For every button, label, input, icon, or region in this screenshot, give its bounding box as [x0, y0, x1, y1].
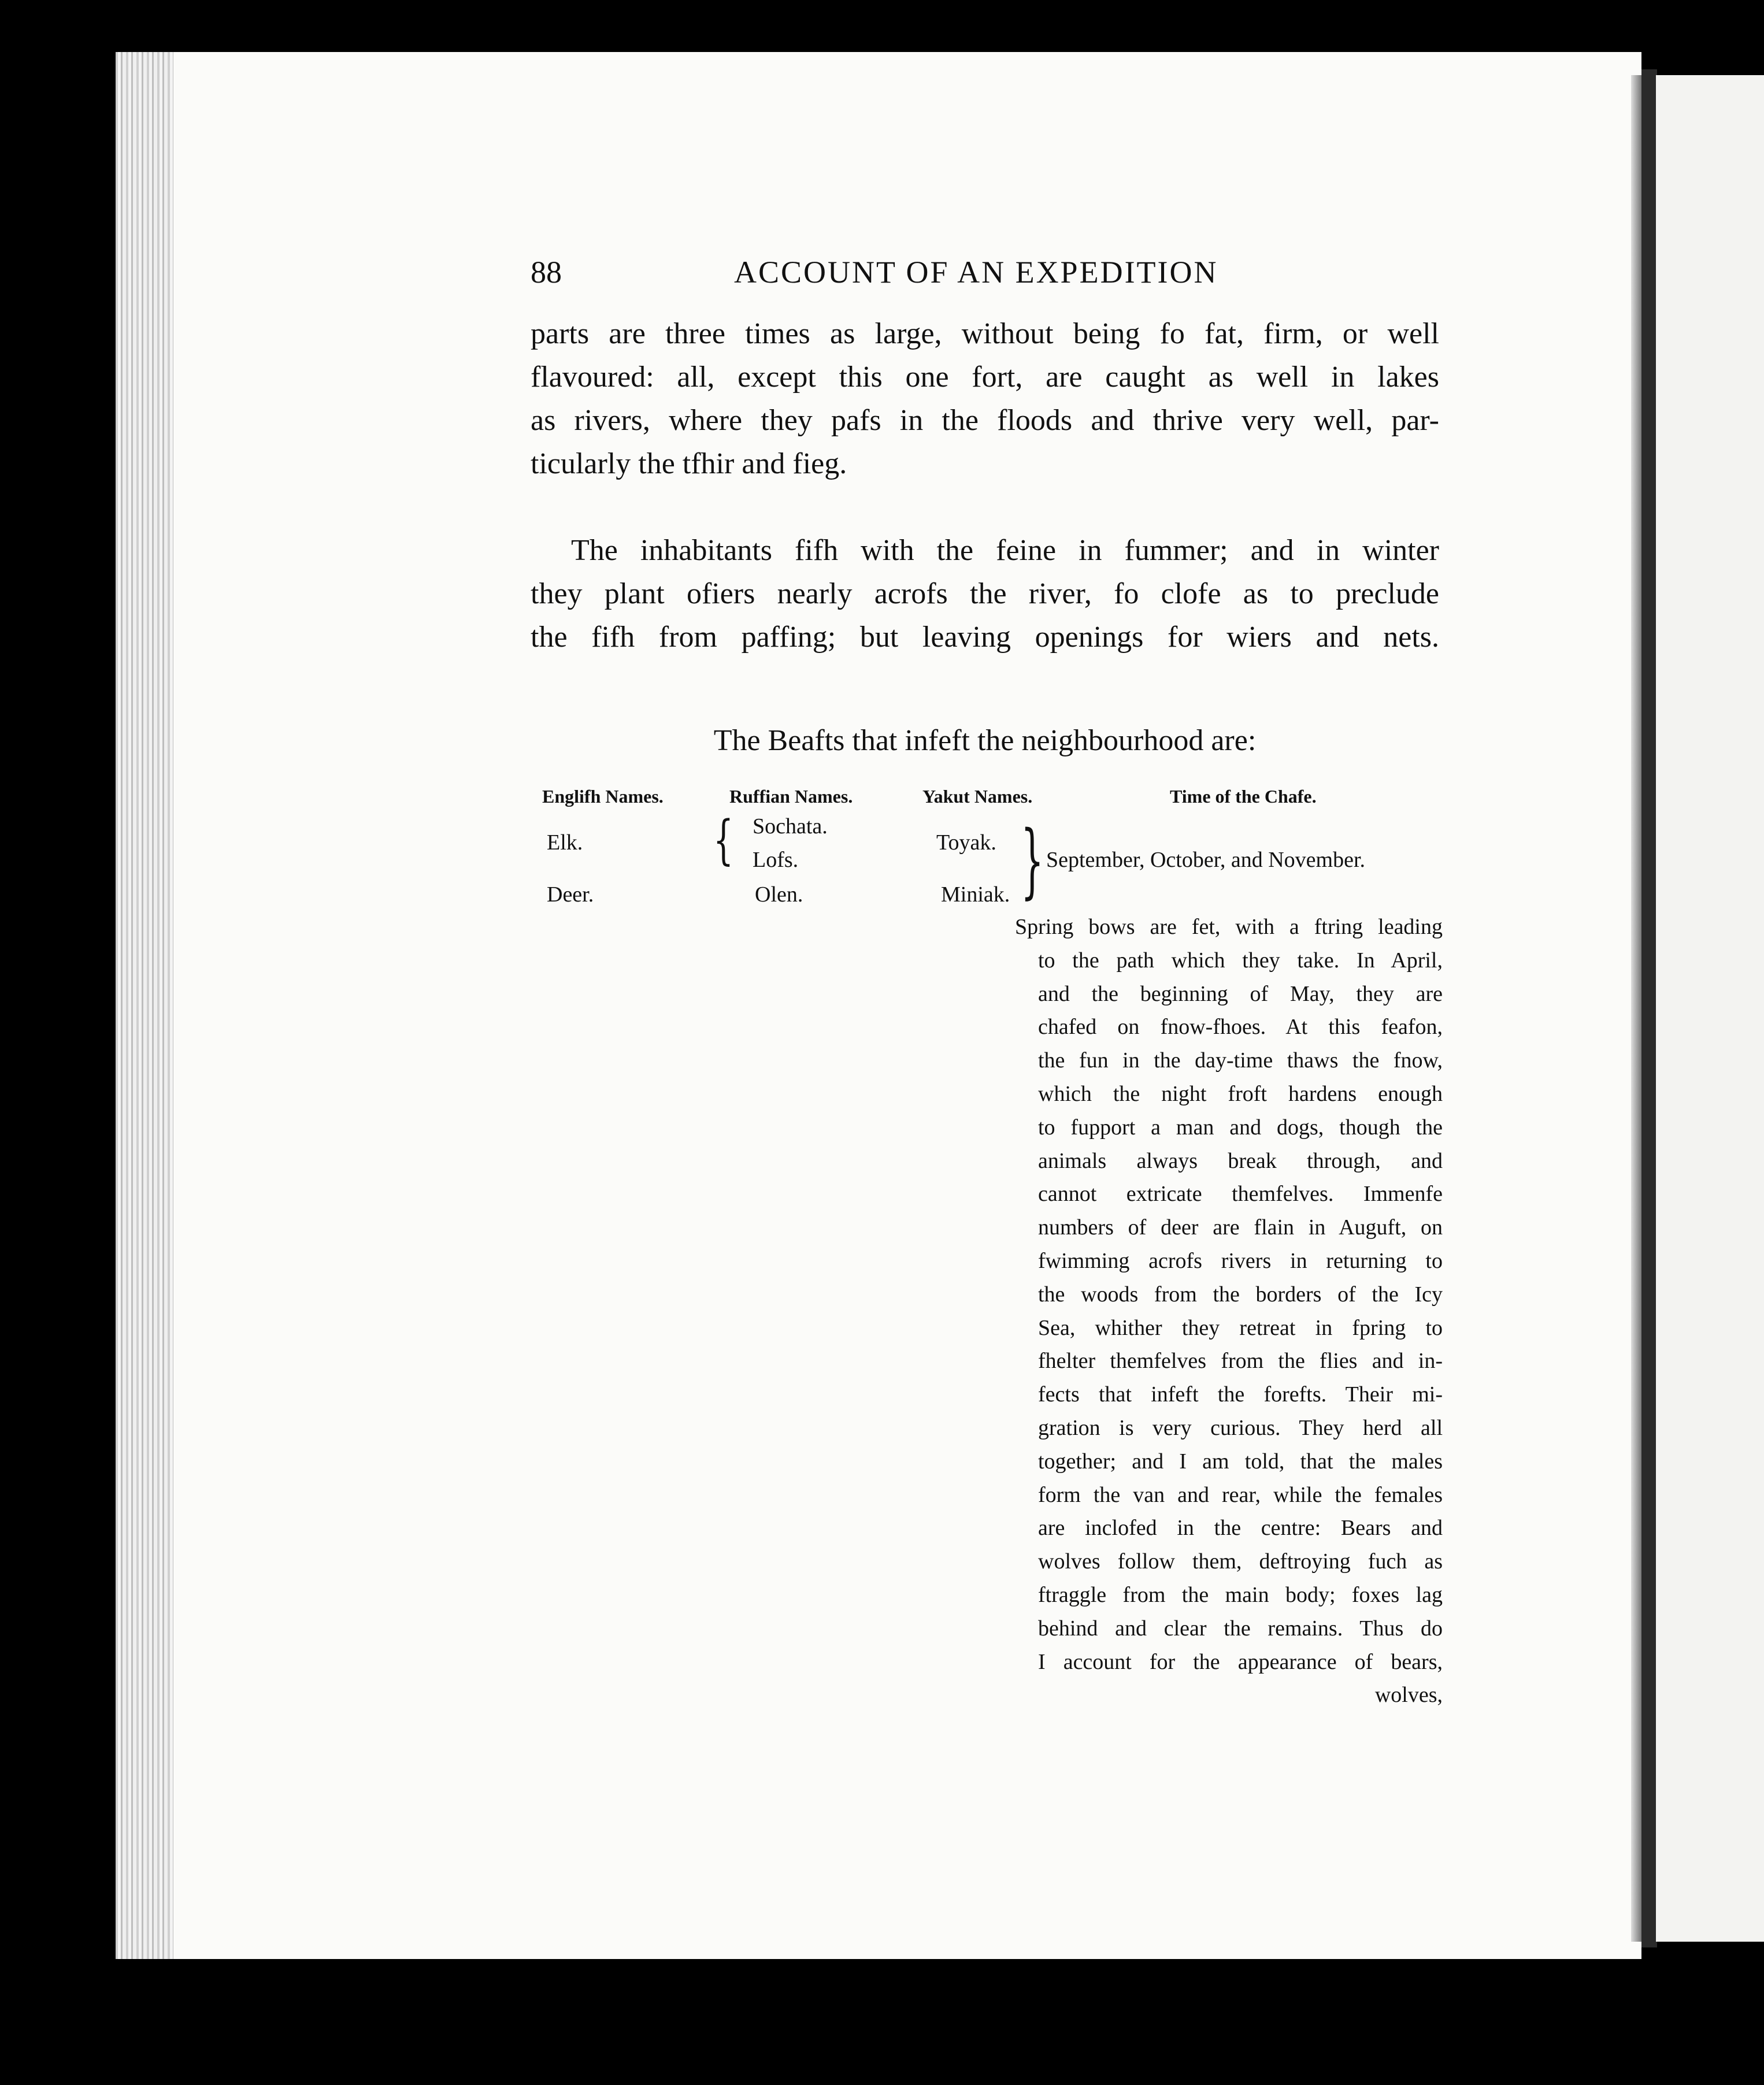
paragraph-2: [531, 529, 1439, 659]
text-line: animals always break through, and: [1038, 1148, 1443, 1173]
cell-english-elk: Elk.: [547, 830, 583, 855]
paragraph-line: flavoured: all, except this one fort, are caught as well in lakes: [531, 361, 1439, 394]
page-header: [531, 254, 1253, 295]
text-line: fhelter themfelves from the flies and in-: [1038, 1349, 1443, 1374]
text-line: cannot extricate themfelves. Immenfe: [1038, 1182, 1443, 1207]
russian-brace: {: [713, 809, 734, 871]
text-line: chafed on fnow-fhoes. At this feafon,: [1038, 1015, 1443, 1040]
paragraph-1: [531, 312, 1439, 485]
text-line: Spring bows are fet, with a ftring leading: [1015, 915, 1443, 939]
text-line: which the night froft hardens enough: [1038, 1081, 1443, 1106]
paragraph-line: the fifh from paffing; but leaving openings for wiers and nets.: [531, 621, 1439, 654]
running-head: ACCOUNT OF AN EXPEDITION: [734, 255, 1218, 290]
paragraph-line: parts are three times as large, without being fo fat, firm, or well: [531, 317, 1439, 350]
text-line: the fun in the day-time thaws the fnow,: [1038, 1048, 1443, 1073]
beasts-description: [1015, 911, 1443, 1712]
text-line: and the beginning of May, they are: [1038, 981, 1443, 1006]
text-line: ftraggle from the main body; foxes lag: [1038, 1582, 1443, 1607]
cell-time-of-chase: September, October, and November.: [1046, 848, 1366, 872]
page-number: 88: [531, 255, 562, 290]
text-line: together; and I am told, that the males: [1038, 1449, 1443, 1474]
text-line: to fupport a man and dogs, though the: [1038, 1115, 1443, 1140]
cell-yakut-toyak: Toyak.: [936, 830, 996, 855]
paragraph-line: The inhabitants fifh with the feine in fummer; and in winter: [571, 534, 1439, 567]
text-line: the woods from the borders of the Icy: [1038, 1282, 1443, 1307]
page-gutter: [1631, 75, 1641, 1942]
table-title: The Beafts that infeft the neighbourhood are:: [713, 724, 1257, 757]
text-line: numbers of deer are flain in Auguft, on: [1038, 1215, 1443, 1240]
column-header-russian: Ruffian Names.: [729, 786, 853, 807]
cell-russian-lofs: Lofs.: [753, 848, 799, 872]
paragraph-line: as rivers, where they pafs in the floods and thrive very well, par-: [531, 404, 1439, 437]
text-line: Sea, whither they retreat in fpring to: [1038, 1315, 1443, 1340]
text-line: I account for the appearance of bears,: [1038, 1649, 1443, 1674]
text-line: form the van and rear, while the females: [1038, 1482, 1443, 1507]
column-header-english: Englifh Names.: [542, 786, 664, 807]
next-page-edge: [1656, 75, 1764, 1942]
catchword: wolves,: [1374, 1683, 1443, 1708]
paragraph-line: they plant ofiers nearly acrofs the river, fo clofe as to preclude: [531, 577, 1439, 610]
text-line: wolves follow them, deftroying fuch as: [1038, 1549, 1443, 1574]
paragraph-line: ticularly the tfhir and fieg.: [531, 447, 847, 480]
column-header-time: Time of the Chafe.: [1170, 786, 1317, 807]
text-line: fwimming acrofs rivers in returning to: [1038, 1248, 1443, 1273]
text-line: behind and clear the remains. Thus do: [1038, 1616, 1443, 1641]
cell-english-deer: Deer.: [547, 882, 594, 907]
cell-russian-olen: Olen.: [755, 882, 803, 907]
cell-yakut-miniak: Miniak.: [941, 882, 1010, 907]
column-header-yakut: Yakut Names.: [922, 786, 1033, 807]
text-line: are inclofed in the centre: Bears and: [1038, 1516, 1443, 1541]
page-edge-left: [116, 52, 173, 1959]
cell-russian-sochata: Sochata.: [753, 814, 828, 839]
text-line: fects that infeft the forefts. Their mi-: [1038, 1382, 1443, 1407]
text-line: to the path which they take. In April,: [1038, 948, 1443, 973]
chase-brace: }: [1021, 814, 1044, 908]
text-line: gration is very curious. They herd all: [1038, 1415, 1443, 1440]
